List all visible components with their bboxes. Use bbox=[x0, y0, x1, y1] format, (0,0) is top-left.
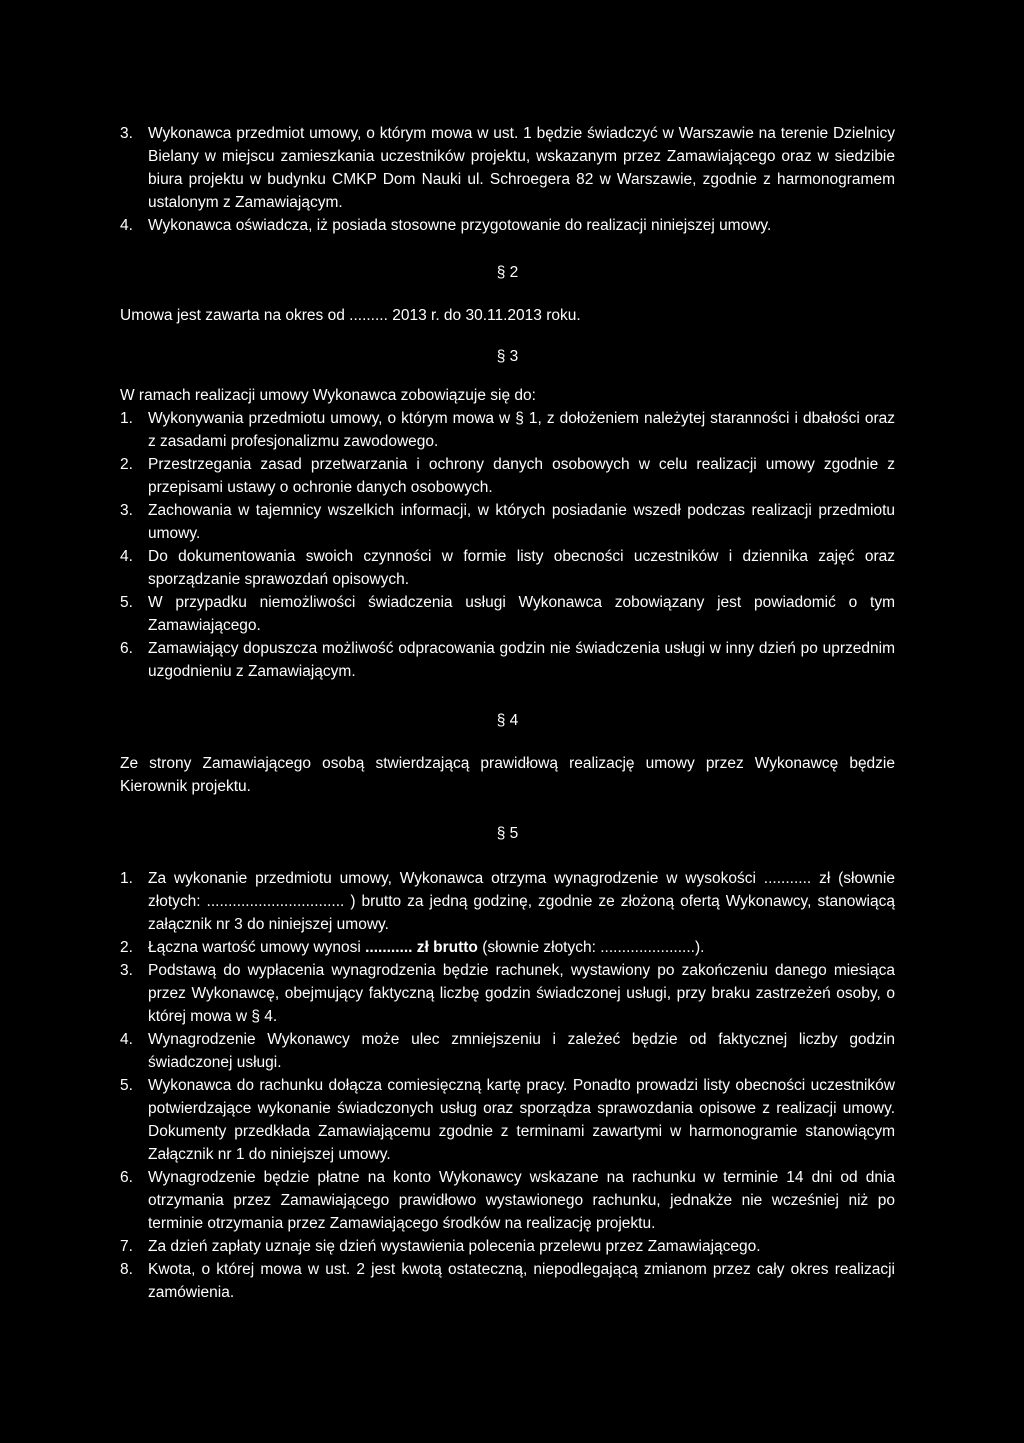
item-text: W przypadku niemożliwości świadczenia usługi Wykonawca zobowiązany jest powiadomić o tym Zamawiającego. bbox=[148, 594, 895, 634]
item-text: Wynagrodzenie Wykonawcy może ulec zmniejszeniu i zależeć będzie od faktycznej liczby godzin świadczonej usługi. bbox=[148, 1031, 895, 1071]
item-text-post: (słownie złotych: ......................). bbox=[477, 939, 705, 956]
section-heading-5: § 5 bbox=[496, 825, 519, 842]
item-number: 1. bbox=[120, 870, 133, 887]
item-text-pre: Łączna wartość umowy wynosi bbox=[148, 939, 366, 956]
list-item bbox=[120, 959, 895, 1028]
list-item bbox=[120, 214, 895, 237]
item-text: Kwota, o której mowa w ust. 2 jest kwotą ostateczną, niepodlegającą zmianom przez cały okres realizacji zamówienia. bbox=[148, 1261, 895, 1301]
list-item bbox=[120, 936, 895, 959]
section-heading-4: § 4 bbox=[496, 712, 519, 729]
s2-text: Umowa jest zawarta na okres od ......... 2013 r. do 30.11.2013 roku. bbox=[120, 307, 581, 324]
list-item bbox=[120, 1166, 895, 1235]
item-text: Przestrzegania zasad przetwarzania i ochrony danych osobowych w celu realizacji umowy zgodnie z przepisami ustawy o ochronie danych osobowych. bbox=[148, 456, 895, 496]
list-item bbox=[120, 122, 895, 214]
item-number: 5. bbox=[120, 594, 133, 611]
list-item bbox=[120, 1074, 895, 1166]
item-text: Wynagrodzenie będzie płatne na konto Wykonawcy wskazane na rachunku w terminie 14 dni od dnia otrzymania przez Zamawiającego prawidłowo wystawionego rachunku, jednakże nie wcześniej niż po terminie otrzymania przez Zamawiającego środków na realizację projektu. bbox=[148, 1169, 895, 1232]
item-number: 2. bbox=[120, 456, 133, 473]
item-number: 1. bbox=[120, 410, 133, 427]
item-text: Wykonywania przedmiotu umowy, o którym mowa w § 1, z dołożeniem należytej staranności i dbałości oraz z zasadami profesjonalizmu zawodowego. bbox=[148, 410, 895, 450]
item-number: 4. bbox=[120, 217, 133, 234]
item-number: 6. bbox=[120, 640, 133, 657]
item-text: Do dokumentowania swoich czynności w formie listy obecności uczestników i dziennika zajęć oraz sporządzanie sprawozdań opisowych. bbox=[148, 548, 895, 588]
item-text: Wykonawca do rachunku dołącza comiesięczną kartę pracy. Ponadto prowadzi listy obecności uczestników potwierdzające wykonanie świadczonych usług oraz sporządza sprawozdania opisowe z realizacji umowy. Dokumenty przedkłada Zamawiającemu zgodnie z terminami zawartymi w harmonogramie stanowiącym Załącznik nr 1 do niniejszej umowy. bbox=[148, 1077, 895, 1163]
item-text: Zamawiający dopuszcza możliwość odpracowania godzin nie świadczenia usługi w inny dzień po uprzednim uzgodnieniu z Zamawiającym. bbox=[148, 640, 895, 680]
item-number: 3. bbox=[120, 125, 133, 142]
item-number: 7. bbox=[120, 1238, 133, 1255]
item-number: 3. bbox=[120, 502, 133, 519]
section-heading-3: § 3 bbox=[496, 348, 519, 365]
item-number: 5. bbox=[120, 1077, 133, 1094]
item-text-bold: ........... zł brutto bbox=[365, 939, 478, 956]
item-text: Podstawą do wypłacenia wynagrodzenia będzie rachunek, wystawiony po zakończeniu danego miesiąca przez Wykonawcę, obejmujący faktyczną liczbę godzin świadczonej usługi, przy braku zastrzeżeń osoby, o której mowa w § 4. bbox=[148, 962, 895, 1025]
item-number: 2. bbox=[120, 939, 133, 956]
list-item bbox=[120, 1258, 895, 1304]
list-item bbox=[120, 591, 895, 637]
list-item bbox=[120, 453, 895, 499]
item-text: Wykonawca przedmiot umowy, o którym mowa w ust. 1 będzie świadczyć w Warszawie na terenie Dzielnicy Bielany w miejscu zamieszkania uczestników projektu, wskazanym przez Zamawiającego oraz w siedzibie biura projektu w budynku CMKP Dom Nauki ul. Schroegera 82 w Warszawie, zgodnie z harmonogramem ustalonym z Zamawiającym. bbox=[148, 125, 895, 211]
item-text: Wykonawca oświadcza, iż posiada stosowne przygotowanie do realizacji niniejszej umowy. bbox=[148, 217, 772, 234]
s3-intro: W ramach realizacji umowy Wykonawca zobowiązuje się do: bbox=[120, 387, 536, 404]
list-item bbox=[120, 637, 895, 683]
item-number: 3. bbox=[120, 962, 133, 979]
list-item bbox=[120, 1028, 895, 1074]
list-item bbox=[120, 867, 895, 936]
item-number: 6. bbox=[120, 1169, 133, 1186]
s4-text: Ze strony Zamawiającego osobą stwierdzającą prawidłową realizację umowy przez Wykonawcę będzie Kierownik projektu. bbox=[120, 755, 895, 795]
list-item bbox=[120, 545, 895, 591]
section-heading-2: § 2 bbox=[496, 264, 519, 281]
document-page bbox=[120, 122, 895, 1304]
item-number: 4. bbox=[120, 548, 133, 565]
item-text: Zachowania w tajemnicy wszelkich informacji, w których posiadanie wszedł podczas realizacji przedmiotu umowy. bbox=[148, 502, 895, 542]
list-item bbox=[120, 499, 895, 545]
item-text: Za dzień zapłaty uznaje się dzień wystawienia polecenia przelewu przez Zamawiającego. bbox=[148, 1238, 761, 1255]
list-item bbox=[120, 407, 895, 453]
list-item bbox=[120, 1235, 895, 1258]
item-number: 4. bbox=[120, 1031, 133, 1048]
item-number: 8. bbox=[120, 1261, 133, 1278]
item-text: Za wykonanie przedmiotu umowy, Wykonawca otrzyma wynagrodzenie w wysokości ........... zł (słownie złotych: ................................ ) brutto za jedną godzinę, zgodnie ze złożoną ofertą Wykonawcy, stanowiącą załącznik nr 3 do niniejszej umowy. bbox=[148, 870, 895, 933]
